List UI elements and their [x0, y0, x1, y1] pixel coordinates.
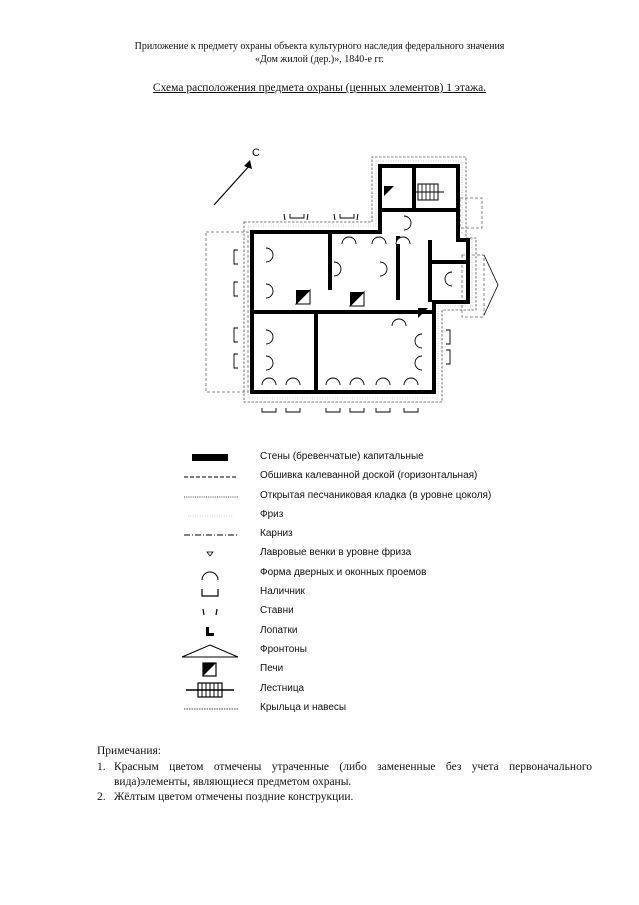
legend-item: [180, 641, 540, 660]
pediment: [484, 255, 498, 315]
note-item: [97, 760, 592, 790]
fine-dotted-line-icon: [180, 506, 240, 525]
stoves: [296, 186, 428, 318]
legend-item: [180, 699, 540, 718]
shutter-marks-icon: [180, 602, 240, 621]
legend-label: Обшивка калеванной доской (горизонтальная): [260, 470, 478, 482]
stove-square-icon: [180, 660, 240, 679]
legend-label: Лавровые венки в уровне фриза: [260, 547, 412, 559]
legend-label: Фриз: [260, 508, 284, 520]
dotted-line-icon: [180, 487, 240, 506]
note-item: [97, 790, 592, 805]
legend-item: [180, 467, 540, 486]
north-arrow: [214, 147, 260, 205]
legend-label: Лопатки: [260, 624, 298, 636]
notes-title: Примечания:: [97, 745, 161, 757]
bracket-frame-icon: [180, 583, 240, 602]
legend-label: Стены (бревенчатые) капитальные: [260, 451, 424, 462]
dashed-line-icon: [180, 467, 240, 486]
legend-label: Лестница: [260, 682, 305, 694]
stair-grid-icon: [180, 680, 240, 699]
thick-wall-bar-icon: [180, 448, 240, 467]
note-text: Красным цветом отмечены утраченные (либо замененные без учета первоначального вида)элементы, являющиеся предметом охраны.: [114, 761, 592, 788]
legend-item: [180, 506, 540, 525]
legend-label: Ставни: [260, 605, 294, 617]
document-header: [0, 40, 639, 66]
page-title: Схема расположения предмета охраны (ценных элементов) 1 этажа.: [152, 82, 487, 94]
legend-item: [180, 544, 540, 563]
legend-item: [180, 622, 540, 641]
legend-label: Карниз: [260, 528, 293, 540]
note-number: 2.: [97, 791, 106, 803]
legend-item: [180, 487, 540, 506]
legend-item: [180, 583, 540, 602]
legend-item: [180, 660, 540, 679]
legend-label: Форма дверных и оконных проемов: [260, 566, 427, 578]
legend-item: [180, 680, 540, 699]
wreath-triangle-icon: [180, 544, 240, 563]
legend-label: Наличник: [260, 586, 305, 598]
note-number: 1.: [97, 761, 106, 773]
cladding-outline: [244, 157, 476, 402]
floor-plan: [195, 135, 515, 415]
legend-label: Печи: [260, 663, 284, 675]
pediment-triangle-icon: [180, 641, 240, 660]
legend-label: Открытая песчаниковая кладка (в уровне цоколя): [260, 489, 492, 501]
legend-item: [180, 525, 540, 544]
note-text: Жёлтым цветом отмечены поздние конструкции.: [114, 791, 354, 803]
header-line-1: Приложение к предмету охраны объекта культурного наследия федерального значения: [134, 41, 505, 52]
notes-section: [97, 744, 592, 805]
legend-item: [180, 602, 540, 621]
legend-label: Крыльца и навесы: [260, 701, 347, 713]
north-label: С: [252, 147, 260, 159]
staircase: [412, 184, 444, 200]
legend-item: [180, 448, 540, 467]
header-line-2: «Дом жилой (дер.)», 1840-е гг.: [254, 54, 385, 65]
pilaster-l-icon: [180, 622, 240, 641]
porch-dashed-icon: [180, 699, 240, 718]
legend: [180, 448, 540, 718]
arch-opening-icon: [180, 564, 240, 583]
legend-item: [180, 564, 540, 583]
dash-dot-line-icon: [180, 525, 240, 544]
legend-label: Фронтоны: [260, 643, 307, 655]
